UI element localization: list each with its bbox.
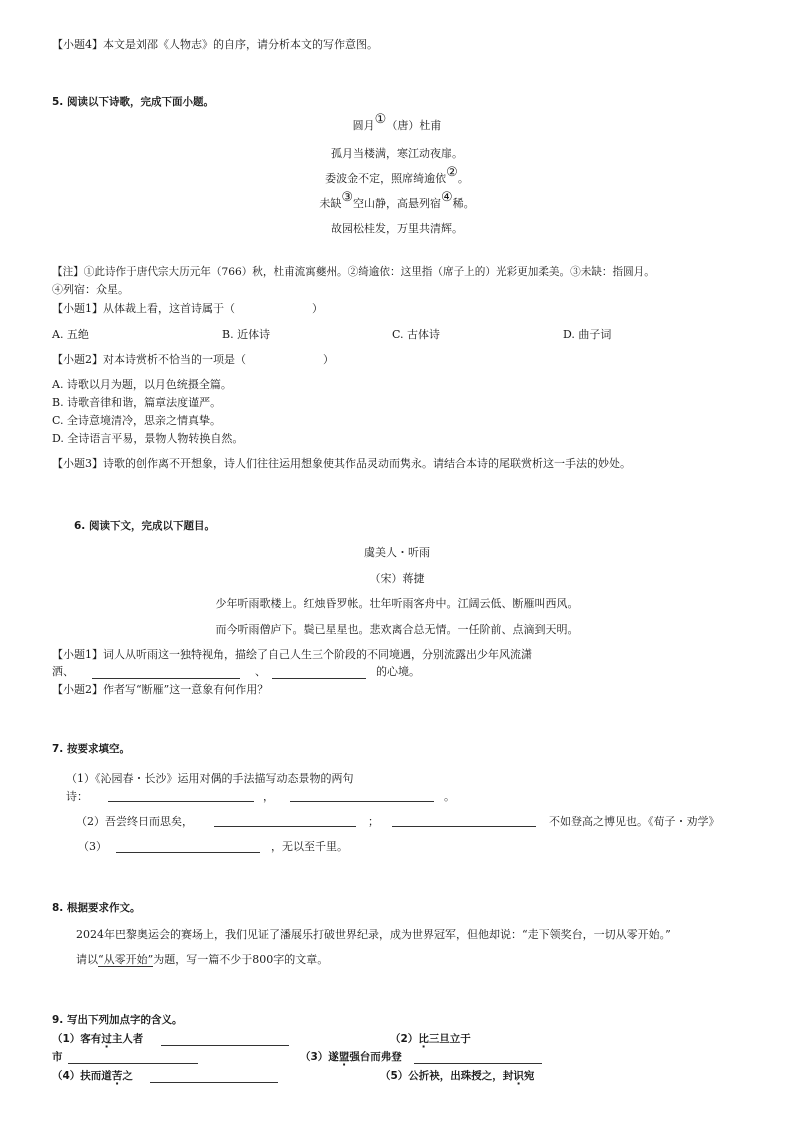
dotted-character: 苦 bbox=[111, 1070, 123, 1082]
answer-blank[interactable] bbox=[214, 826, 356, 827]
q8-paragraph-1: 2024年巴黎奥运会的赛场上，我们见证了潘展乐打破世界纪录，成为世界冠军，但他却说：“走下领奖台，一切从零开始。” bbox=[76, 928, 671, 941]
q7-item-3-tail: ，无以至千里。 bbox=[271, 840, 348, 853]
q6-sub1-separator: 、 bbox=[255, 665, 266, 678]
q6-poem-title: 虞美人・听雨 bbox=[364, 546, 430, 559]
item-text: （5）公折袂，出珠授之，封 bbox=[380, 1070, 514, 1082]
subquestion-label: 【小题3】 bbox=[52, 457, 103, 470]
q5-poem-title bbox=[0, 112, 794, 133]
answer-blank[interactable] bbox=[414, 1063, 542, 1064]
q8-title: 8. 根据要求作文。 bbox=[52, 902, 141, 914]
poem-line-text: 委波金不定，照席绮逾依 bbox=[325, 172, 447, 185]
item-text: （3）遂 bbox=[300, 1051, 339, 1063]
q8-text: 为题，写一篇不少于800字的文章。 bbox=[153, 953, 329, 966]
footnote-marker: ③ bbox=[341, 190, 353, 206]
q9-title: 9. 写出下列加点字的含义。 bbox=[52, 1014, 183, 1026]
q8-paragraph-2 bbox=[76, 953, 328, 967]
poem-line-text: 未缺 bbox=[319, 197, 342, 210]
item-text: 宛 bbox=[523, 1070, 535, 1082]
subquestion-text: 从体裁上看，这首诗属于（ bbox=[103, 302, 235, 315]
prev-subquestion-4 bbox=[52, 38, 378, 52]
option-a[interactable]: A. 五绝 bbox=[52, 328, 89, 341]
answer-blank[interactable] bbox=[116, 852, 260, 853]
q5-poem-line-1 bbox=[0, 147, 794, 161]
subquestion-text: 词人从听雨这一独特视角，描绘了自己人生三个阶段的不同境遇，分别流露出少年风流潇 bbox=[103, 648, 532, 661]
option-b[interactable]: B. 近体诗 bbox=[222, 328, 271, 341]
q6-poem-line-2: 而今听雨僧庐下。鬓已星星也。悲欢离合总无情。一任阶前、点滴到天明。 bbox=[215, 623, 579, 636]
q9-item-2-continued: 市 bbox=[52, 1051, 63, 1063]
dotted-character: 比 bbox=[418, 1033, 429, 1045]
q7-item-1-comma: ， bbox=[263, 790, 274, 803]
q6-title: 6. 阅读下文，完成以下题目。 bbox=[74, 520, 215, 532]
dotted-character: 识 bbox=[513, 1070, 524, 1082]
q7-item-3-prefix: （3） bbox=[78, 840, 107, 853]
q9-item-3 bbox=[300, 1051, 402, 1065]
poem-line-text: 稀。 bbox=[452, 197, 475, 210]
answer-blank[interactable] bbox=[92, 678, 240, 679]
q5-sub2-close-paren: ） bbox=[323, 353, 334, 366]
item-text: （2） bbox=[390, 1033, 419, 1045]
q7-item-1-prefix: 诗： bbox=[66, 790, 88, 803]
q6-subquestion-2 bbox=[52, 683, 268, 697]
q5-note-line-2: ④列宿：众星。 bbox=[52, 283, 129, 296]
option-c[interactable]: C. 全诗意境清冷，思亲之情真挚。 bbox=[52, 414, 222, 427]
q5-poem-line-3 bbox=[0, 190, 794, 211]
subquestion-text: 诗歌的创作离不开想象，诗人们往往运用想象使其作品灵动而隽永。请结合本诗的尾联赏析这一手法的妙处。 bbox=[103, 457, 631, 470]
item-text: （4）扶而道 bbox=[52, 1070, 112, 1082]
item-text: （1）客有 bbox=[52, 1033, 102, 1045]
answer-blank[interactable] bbox=[68, 1063, 198, 1064]
item-text: 强台而弗登 bbox=[349, 1051, 402, 1063]
item-text: 主人者 bbox=[111, 1033, 144, 1045]
subquestion-label: 【小题4】 bbox=[52, 38, 103, 51]
poem-author: （唐）杜甫 bbox=[386, 119, 442, 132]
subquestion-text: 对本诗赏析不恰当的一项是（ bbox=[103, 353, 246, 366]
subquestion-label: 【小题2】 bbox=[52, 353, 103, 366]
footnote-marker: ② bbox=[446, 165, 458, 181]
q5-note-line-1: 【注】①此诗作于唐代宗大历元年（766）秋，杜甫流寓夔州。②绮逾依：这里指（席子上的）光彩更加柔美。③未缺：指圆月。 bbox=[52, 266, 655, 278]
subquestion-label: 【小题1】 bbox=[52, 302, 103, 315]
footnote-marker: ① bbox=[374, 112, 387, 128]
q8-topic: “从零开始” bbox=[98, 953, 154, 966]
q5-title: 5. 阅读以下诗歌，完成下面小题。 bbox=[52, 96, 214, 108]
answer-blank[interactable] bbox=[392, 826, 536, 827]
q9-item-2 bbox=[390, 1033, 471, 1047]
q5-poem-line-4 bbox=[0, 222, 794, 236]
poem-line-text: 故园松桂发，万里共清辉。 bbox=[331, 222, 463, 235]
q5-subquestion-1 bbox=[52, 302, 235, 316]
q9-item-5 bbox=[380, 1070, 534, 1084]
answer-blank[interactable] bbox=[272, 678, 366, 679]
option-d[interactable]: D. 曲子词 bbox=[563, 328, 612, 341]
q7-item-2-separator: ； bbox=[368, 815, 379, 828]
q6-sub1-tail: 的心境。 bbox=[376, 665, 420, 678]
option-b[interactable]: B. 诗歌音律和谐，篇章法度谨严。 bbox=[52, 396, 222, 409]
q6-sub1-line2-start: 洒、 bbox=[52, 665, 74, 678]
answer-blank[interactable] bbox=[290, 801, 434, 802]
q9-item-4 bbox=[52, 1070, 133, 1084]
subquestion-label: 【小题2】 bbox=[52, 683, 103, 696]
answer-blank[interactable] bbox=[108, 801, 254, 802]
dotted-character: 盟 bbox=[338, 1051, 350, 1063]
option-c[interactable]: C. 古体诗 bbox=[392, 328, 441, 341]
q6-poem-author: （宋）蒋捷 bbox=[369, 572, 425, 585]
option-a[interactable]: A. 诗歌以月为题，以月色统摄全篇。 bbox=[52, 378, 232, 391]
subquestion-text: 本文是刘邵《人物志》的自序，请分析本文的写作意图。 bbox=[103, 38, 378, 51]
q5-subquestion-2 bbox=[52, 353, 246, 367]
q7-item-1: （1）《沁园春・长沙》运用对偶的手法描写动态景物的两句 bbox=[66, 772, 354, 785]
q7-item-2-prefix: （2）吾尝终日而思矣， bbox=[76, 815, 193, 828]
answer-blank[interactable] bbox=[150, 1082, 278, 1083]
poem-line-text: 。 bbox=[457, 172, 469, 185]
poem-line-text: 空山静，高悬列宿 bbox=[353, 197, 441, 210]
q5-poem-line-2 bbox=[0, 165, 794, 186]
item-text: 三旦立于 bbox=[428, 1033, 471, 1045]
footnote-marker: ④ bbox=[441, 190, 453, 206]
answer-blank[interactable] bbox=[161, 1045, 289, 1046]
q5-sub1-close-paren: ） bbox=[312, 302, 323, 315]
poem-title: 圆月 bbox=[352, 119, 375, 132]
q7-item-1-end: 。 bbox=[444, 790, 455, 803]
q6-poem-line-1: 少年听雨歌楼上。红烛昏罗帐。壮年听雨客舟中。江阔云低、断雁叫西风。 bbox=[215, 597, 579, 610]
dotted-character: 过 bbox=[101, 1033, 112, 1045]
q7-item-2-tail: 不如登高之博见也。《荀子・劝学》 bbox=[549, 815, 720, 828]
q9-item-1 bbox=[52, 1033, 143, 1047]
q5-subquestion-3 bbox=[52, 457, 631, 471]
option-d[interactable]: D. 全诗语言平易，景物人物转换自然。 bbox=[52, 432, 244, 445]
poem-line-text: 孤月当楼满，寒江动夜扉。 bbox=[331, 147, 463, 160]
item-text: 之 bbox=[122, 1070, 133, 1082]
q7-title: 7. 按要求填空。 bbox=[52, 743, 130, 755]
subquestion-text: 作者写“断雁”这一意象有何作用？ bbox=[103, 683, 269, 696]
subquestion-label: 【小题1】 bbox=[52, 648, 103, 661]
q6-subquestion-1 bbox=[52, 648, 532, 662]
q8-text: 请以 bbox=[76, 953, 98, 966]
